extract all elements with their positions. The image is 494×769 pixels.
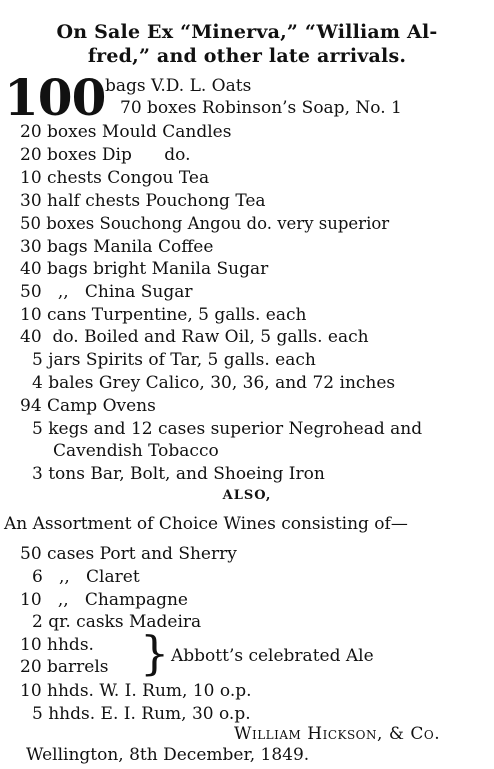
item-spirits-of-tar: 5 jars Spirits of Tar, 5 galls. each <box>32 350 316 370</box>
item-tobacco-cont: Cavendish Tobacco <box>53 441 219 461</box>
item-oil: 40 do. Boiled and Raw Oil, 5 galls. each <box>20 327 369 347</box>
item-mould-candles: 20 boxes Mould Candles <box>20 122 232 142</box>
brace-symbol: } <box>140 626 170 680</box>
item-dip-candles: 20 boxes Dip do. <box>20 145 191 165</box>
item-china-sugar: 50 ,, China Sugar <box>20 282 193 302</box>
item-oats: bags V.D. L. Oats <box>105 76 252 96</box>
item-iron: 3 tons Bar, Bolt, and Shoeing Iron <box>32 464 325 484</box>
ale-description: Abbott’s celebrated Ale <box>171 646 374 666</box>
item-tobacco: 5 kegs and 12 cases superior Negrohead and <box>32 419 423 439</box>
large-quantity: 100 <box>4 68 106 127</box>
ale-qty-barrels: 20 barrels <box>20 657 109 677</box>
item-soap: 70 boxes Robinson’s Soap, No. 1 <box>120 98 402 118</box>
item-pouchong-tea: 30 half chests Pouchong Tea <box>20 191 266 211</box>
rum-east-indian: 5 hhds. E. I. Rum, 30 o.p. <box>32 704 251 724</box>
item-manila-coffee: 30 bags Manila Coffee <box>20 237 214 257</box>
also-label: ALSO, <box>222 488 272 503</box>
item-congou-tea: 10 chests Congou Tea <box>20 168 210 188</box>
item-turpentine: 10 cans Turpentine, 5 galls. each <box>20 305 307 325</box>
wine-port-sherry: 50 cases Port and Sherry <box>20 544 237 564</box>
rum-west-indian: 10 hhds. W. I. Rum, 10 o.p. <box>20 681 252 701</box>
headline-line-2: fred,” and other late arrivals. <box>87 45 407 67</box>
ale-qty-hhds: 10 hhds. <box>20 635 94 655</box>
item-manila-sugar: 40 bags bright Manila Sugar <box>20 259 269 279</box>
wines-intro: An Assortment of Choice Wines consisting of— <box>4 514 408 534</box>
item-camp-ovens: 94 Camp Ovens <box>20 396 156 416</box>
headline-line-1: On Sale Ex “Minerva,” “William Al- <box>56 21 438 43</box>
merchant-signature: William Hickson, & Co. <box>234 724 441 744</box>
dateline: Wellington, 8th December, 1849. <box>26 745 310 765</box>
wine-claret: 6 ,, Claret <box>32 567 140 587</box>
item-grey-calico: 4 bales Grey Calico, 30, 36, and 72 inches <box>32 373 396 393</box>
ad-headline <box>0 20 494 68</box>
item-souchong-tea: 50 boxes Souchong Angou do. very superior <box>20 214 390 233</box>
wine-champagne: 10 ,, Champagne <box>20 590 188 610</box>
wine-madeira: 2 qr. casks Madeira <box>32 612 202 632</box>
